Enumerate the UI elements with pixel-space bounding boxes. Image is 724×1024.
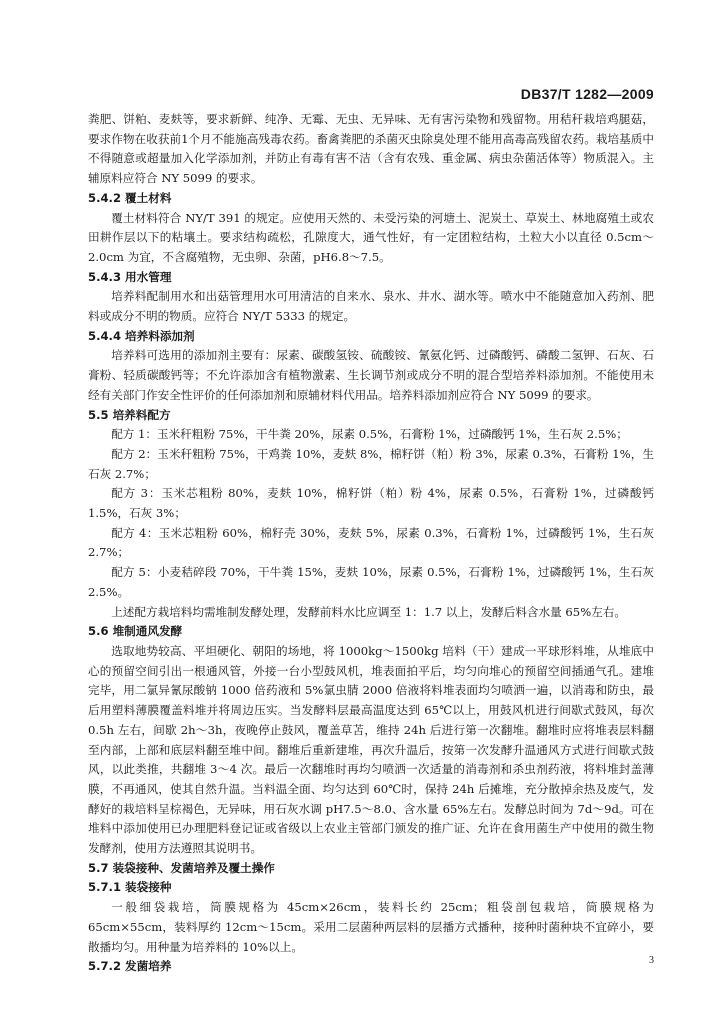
section-heading: 5.6 堆制通风发酵 [88, 624, 183, 639]
section-heading: 5.5 培养料配方 [88, 407, 171, 422]
section-heading: 5.7.1 装袋接种 [88, 880, 172, 895]
body-paragraph: 上述配方栽培料均需堆制发酵处理，发酵前料水比应调至 1：1.7 以上，发酵后料含水量 65%左右。 [111, 604, 626, 619]
section-heading: 5.4.3 用水管理 [88, 269, 172, 284]
page-number: 3 [649, 955, 654, 966]
body-paragraph: 覆土材料符合 NY/T 391 的规定。应使用天然的、未受污染的河塘土、泥炭土、草炭土、林地腐殖土或农田耕作层以下的粘壤土。要求结构疏松，孔隙度大，通气性好，有一定团粒结构，土粒大小以直径 0.5cm～2.0cm 为宜，不含腐殖物，无虫卵、杂菌，pH6.8～7.5。 [88, 210, 654, 264]
section-heading: 5.4.2 覆土材料 [88, 190, 172, 205]
standard-code: DB37/T 1282—2009 [520, 86, 654, 102]
body-paragraph: 配方 1：玉米秆粗粉 75%，干牛粪 20%，尿素 0.5%，石膏粉 1%，过磷酸钙 1%，生石灰 2.5%； [111, 427, 628, 442]
body-paragraph: 培养料配制用水和出菇管理用水可用清洁的自来水、泉水、井水、湖水等。喷水中不能随意加入药剂、肥料或成分不明的物质。应符合 NY/T 5333 的规定。 [88, 289, 654, 324]
document-body [88, 110, 654, 977]
body-paragraph: 配方 2：玉米秆粗粉 75%，干鸡粪 10%，麦麸 8%，棉籽饼（粕）粉 3%，尿素 0.3%，石膏粉 1%，生石灰 2.7%； [88, 446, 654, 481]
body-paragraph: 一般细袋栽培，筒膜规格为 45cm×26cm，装料长约 25cm；粗袋剖包栽培，筒膜规格为 65cm×55cm，装料厚约 12cm～15cm。采用二层菌种两层料的层播方式播种，接种时菌种块不宜碎小，要散播均匀。用种量为培养料的 10%以上。 [88, 900, 654, 954]
section-heading: 5.4.4 培养料添加剂 [88, 328, 195, 343]
body-paragraph: 粪肥、饼粕、麦麸等，要求新鲜、纯净、无霉、无虫、无异味、无有害污染物和残留物。用秸秆栽培鸡腿菇，要求作物在收获前1个月不能施高残毒农药。畜禽粪肥的杀菌灭虫除臭处理不能用高毒高残留农药。栽培基质中不得随意或超量加入化学添加剂，并防止有毒有害不洁（含有农残、重金属、病虫杂菌活体等）物质混入。主辅原料应符合 NY 5099 的要求。 [88, 112, 654, 186]
body-paragraph: 选取地势较高、平坦硬化、朝阳的场地，将 1000kg～1500kg 培料（干）建成一平球形料堆，从堆底中心的预留空间引出一根通风管，外接一台小型鼓风机，堆表面拍平后，均匀向堆心的预留空间插通气孔。建堆完毕，用二氯异氰尿酸钠 1000 倍药液和 5%氯虫腈 2000 倍液将料堆表面均匀喷洒一遍，以消毒和防虫，最后用塑料薄膜覆盖料堆并将周边压实。当发酵料层最高温度达到 65℃以上，用鼓风机进行间歇式鼓风，每次 0.5h 左右，间歇 2h～3h，夜晚停止鼓风，覆盖草苫，维持 24h 后进行第一次翻堆。翻堆时应将堆表层料翻至内部，上部和底层料翻至堆中间。翻堆后重新建堆，再次升温后，按第一次发酵升温通风方式进行间歇式鼓风，以此类推，共翻堆 3～4 次。最后一次翻堆时再均匀喷洒一次适量的消毒剂和杀虫剂药液，将料堆封盖薄膜，不再通风，使其自然升温。当料温全面、均匀达到 60℃时，保持 24h 后摊堆，充分散掉余热及废气，发酵好的栽培料呈棕褐色，无异味，用石灰水调 pH7.5～8.0、含水量 65%左右。发酵总时间为 7d～9d。可在堆料中添加使用已办理肥料登记证或省级以上农业主管部门颁发的推广证、允许在食用菌生产中使用的微生物发酵剂，使用方法遵照其说明书。 [88, 643, 654, 856]
section-heading: 5.7.2 发菌培养 [88, 959, 172, 974]
body-paragraph: 配方 3：玉米芯粗粉 80%，麦麸 10%，棉籽饼（粕）粉 4%，尿素 0.5%，石膏粉 1%，过磷酸钙 1.5%，石灰 3%； [88, 486, 654, 521]
section-heading: 5.7 装袋接种、发菌培养及覆土操作 [88, 860, 275, 875]
body-paragraph: 配方 5：小麦秸碎段 70%，干牛粪 15%，麦麸 10%，尿素 0.5%，石膏粉 1%，过磷酸钙 1%，生石灰 2.5%。 [88, 565, 654, 599]
body-paragraph: 培养料可选用的添加剂主要有：尿素、碳酸氢铵、硫酸铵、氰氨化钙、过磷酸钙、磷酸二氢钾、石灰、石膏粉、轻质碳酸钙等；不允许添加含有植物激素、生长调节剂或成分不明的混合型培养料添加剂。不能使用未经有关部门作安全性评价的任何添加剂和原辅材料代用品。培养料添加剂应符合 NY 5099 的要求。 [88, 348, 654, 402]
body-paragraph: 配方 4：玉米芯粗粉 60%，棉籽壳 30%，麦麸 5%，尿素 0.3%，石膏粉 1%，过磷酸钙 1%，生石灰 2.7%； [88, 525, 654, 560]
